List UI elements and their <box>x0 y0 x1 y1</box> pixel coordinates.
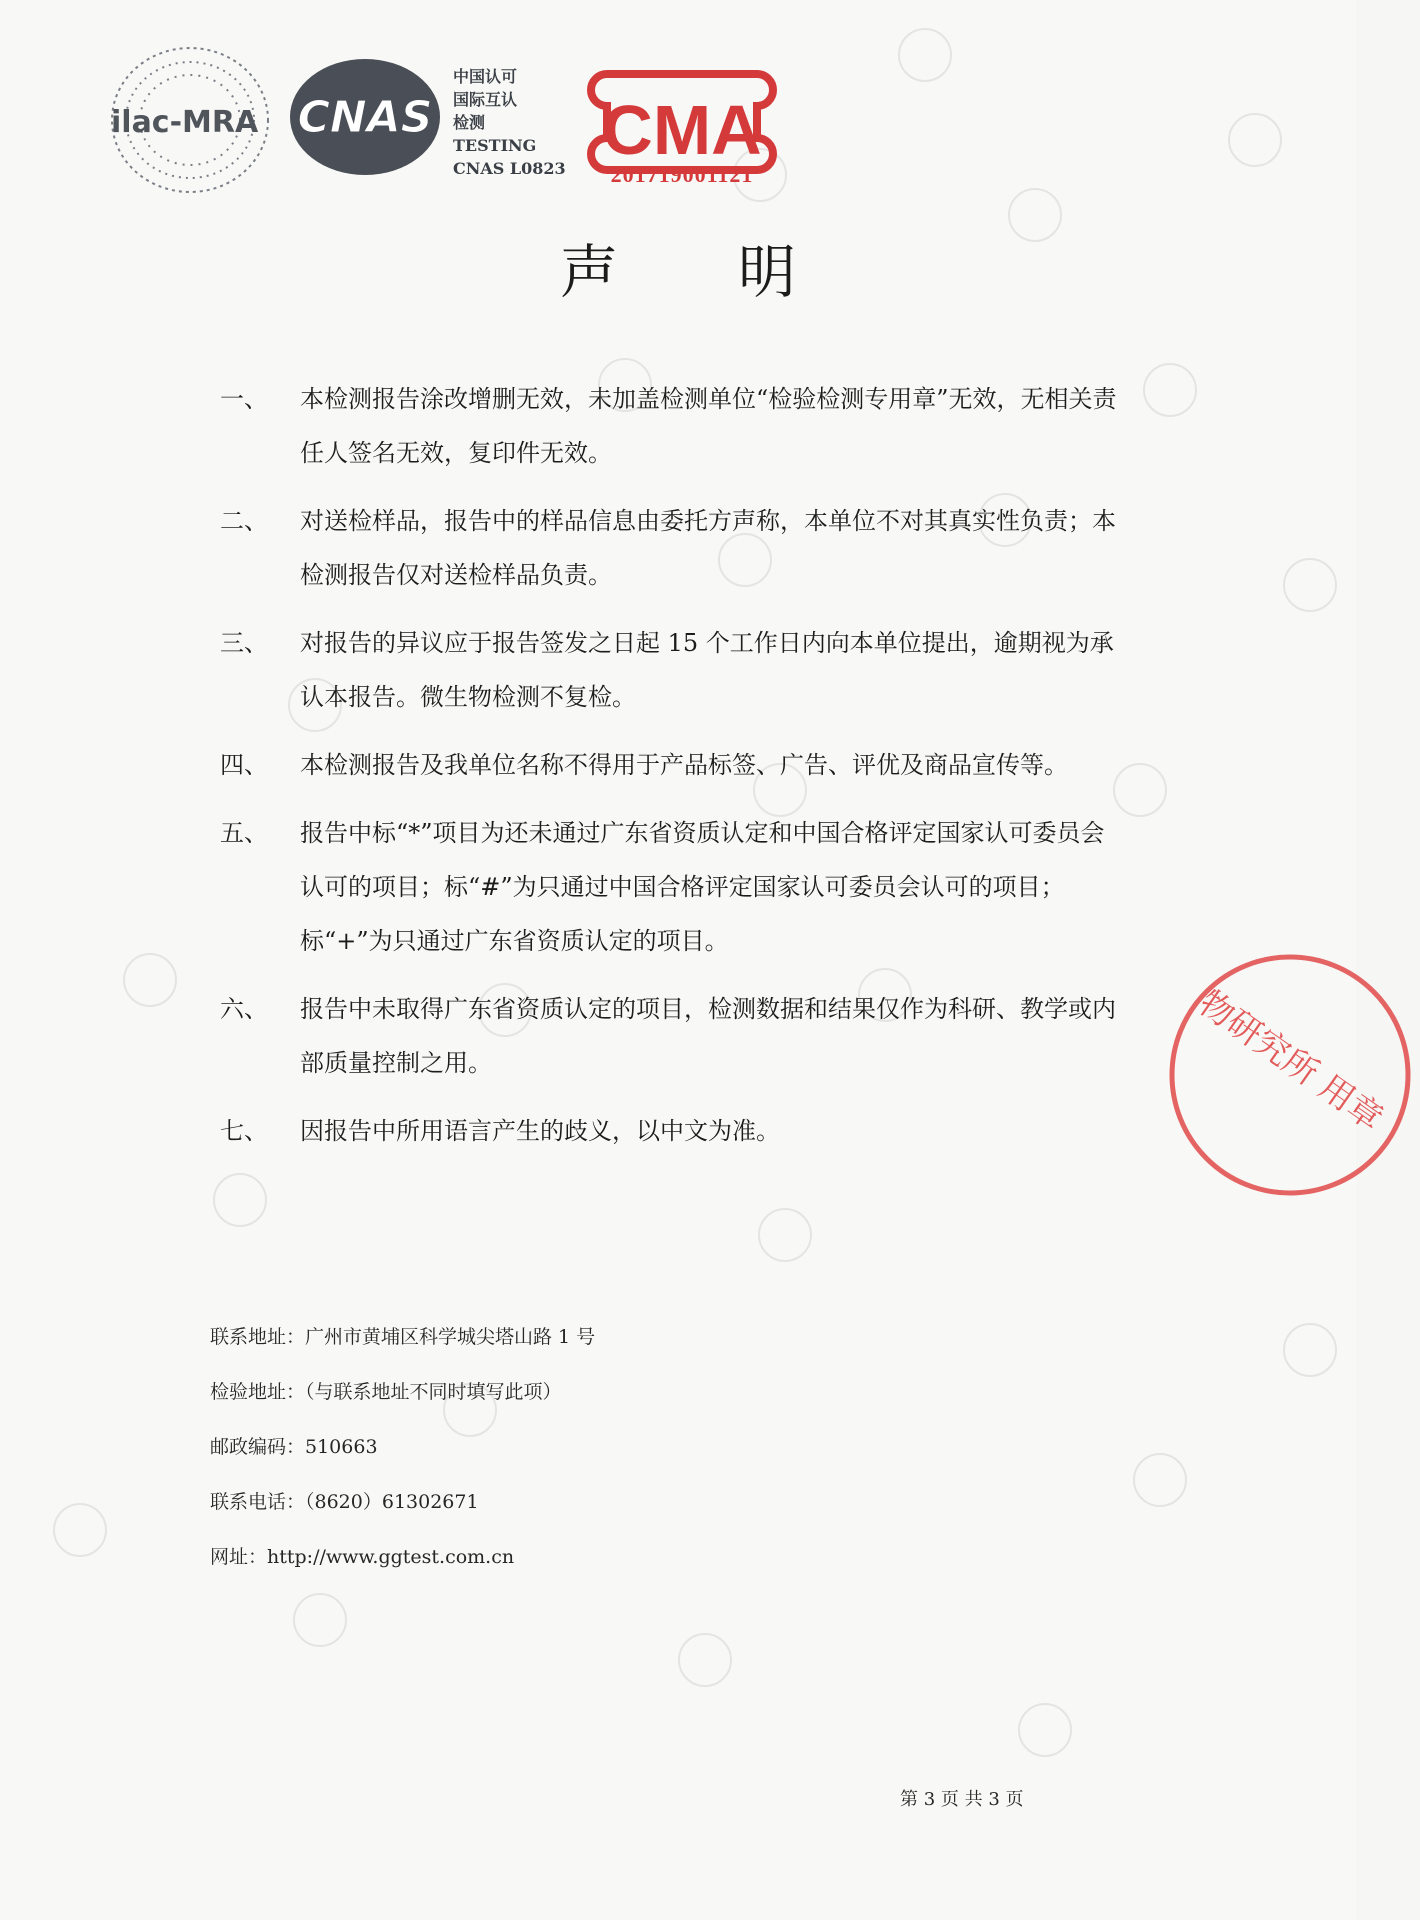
clause-number: 五、 <box>220 819 268 847</box>
clause-number: 四、 <box>220 751 268 779</box>
ilac-logo-label: ilac-MRA <box>111 105 259 140</box>
contact-phone: 联系电话：（8620）61302671 <box>210 1491 479 1513</box>
page-number: 第 3 页 共 3 页 <box>900 1789 1024 1810</box>
clause-text: 对送检样品，报告中的样品信息由委托方声称，本单位不对其真实性负责；本检测报告仅对送检样品负责。 <box>300 507 1116 589</box>
cnas-accreditation-text <box>453 65 573 180</box>
title-left-char: 声 <box>559 238 618 306</box>
clause-text: 对报告的异议应于报告签发之日起 15 个工作日内向本单位提出，逾期视为承认本报告。微生物检测不复检。 <box>300 629 1114 711</box>
statement-clauses <box>220 372 1120 1172</box>
clause-text: 因报告中所用语言产生的歧义，以中文为准。 <box>300 1117 780 1145</box>
ilac-mra-logo <box>105 40 275 200</box>
cnas-logo <box>280 50 450 185</box>
postcode: 邮政编码：510663 <box>210 1436 378 1458</box>
clause-number: 一、 <box>220 385 268 413</box>
clause-2 <box>220 494 1120 602</box>
clause-number: 二、 <box>220 507 268 535</box>
clause-number: 三、 <box>220 629 268 657</box>
cnas-logo-label: CNAS <box>297 92 433 143</box>
cnas-line-2: 国际互认 <box>453 90 518 109</box>
cma-logo-label: CMA <box>602 91 762 169</box>
page-title <box>0 225 1356 309</box>
seal-text: 物研究所 用章 <box>1191 982 1391 1139</box>
clause-1 <box>220 372 1120 480</box>
cnas-line-3: 检测 <box>453 113 486 132</box>
inspection-address: 检验地址：（与联系地址不同时填写此项） <box>210 1381 562 1403</box>
official-seal-stamp <box>1160 945 1420 1205</box>
clause-6 <box>220 982 1120 1090</box>
cnas-line-1: 中国认可 <box>453 67 518 86</box>
accreditation-logos <box>105 40 825 200</box>
clause-text: 报告中标“*”项目为还未通过广东省资质认定和中国合格评定国家认可委员会认可的项目；标“#”为只通过中国合格评定国家认可委员会认可的项目；标“+”为只通过广东省资质认定的项目。 <box>300 819 1105 955</box>
clause-text: 报告中未取得广东省资质认定的项目，检测数据和结果仅作为科研、教学或内部质量控制之用。 <box>300 995 1116 1077</box>
cma-number: 201719001121 <box>610 162 754 187</box>
clause-text: 本检测报告及我单位名称不得用于产品标签、广告、评优及商品宣传等。 <box>300 751 1068 779</box>
clause-4 <box>220 738 1120 792</box>
contact-info <box>210 1310 1110 1585</box>
contact-address: 联系地址：广州市黄埔区科学城尖塔山路 1 号 <box>210 1326 596 1348</box>
title-right-char: 明 <box>738 238 797 306</box>
cnas-line-4: TESTING <box>453 136 537 155</box>
clause-5 <box>220 806 1120 968</box>
cnas-line-5: CNAS L0823 <box>453 159 566 178</box>
clause-number: 六、 <box>220 995 268 1023</box>
clause-7 <box>220 1104 1120 1158</box>
clause-text: 本检测报告涂改增删无效，未加盖检测单位“检验检测专用章”无效，无相关责任人签名无效，复印件无效。 <box>300 385 1117 467</box>
clause-3 <box>220 616 1120 724</box>
clause-number: 七、 <box>220 1117 268 1145</box>
website: 网址：http://www.ggtest.com.cn <box>210 1546 515 1568</box>
